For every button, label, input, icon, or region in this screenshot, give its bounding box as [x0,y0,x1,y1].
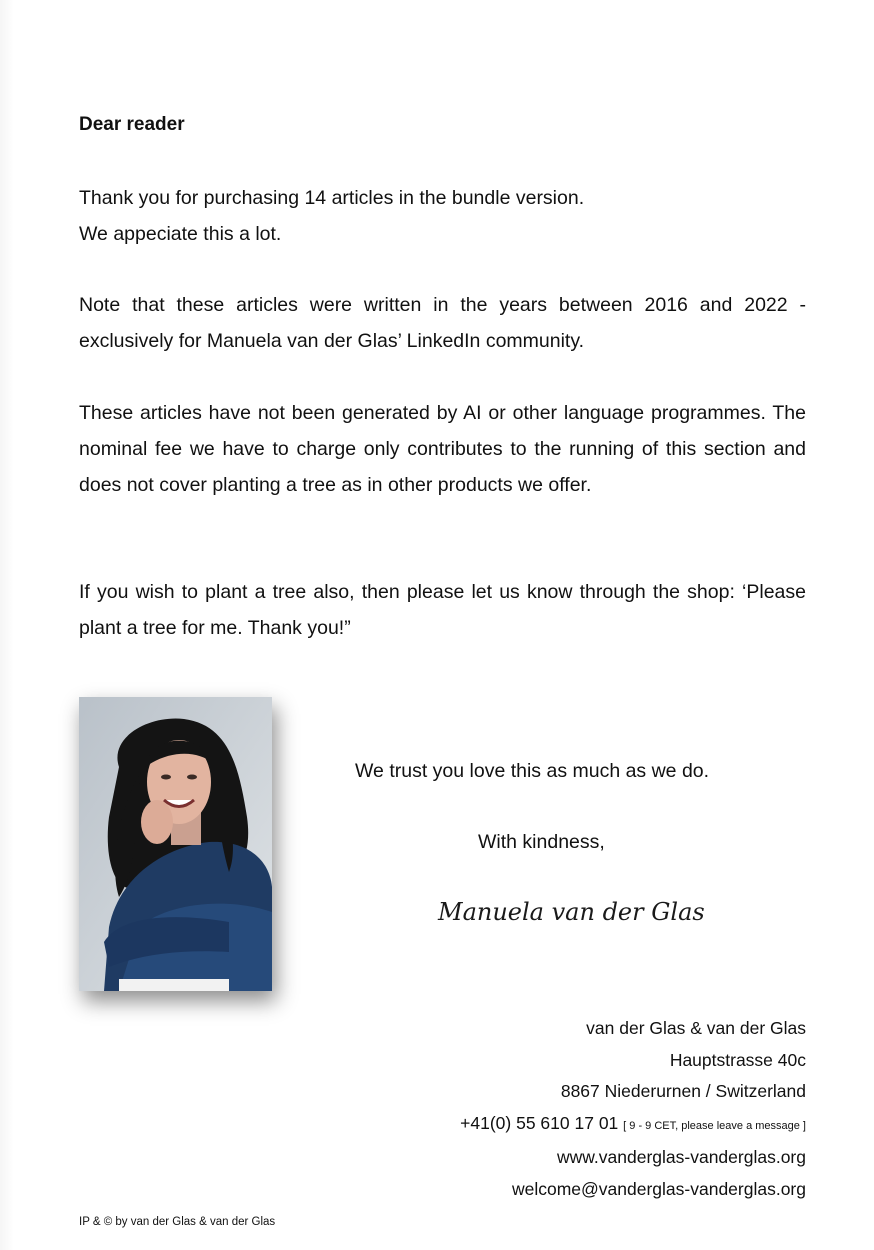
contact-address [460,1013,806,1205]
author-portrait [79,697,272,991]
email-link[interactable]: welcome@vanderglas-vanderglas.org [511,1178,806,1199]
company-name: van der Glas & van der Glas [586,1018,806,1038]
paragraph-note: Note that these articles were written in the years between 2016 and 2022 - exclusively for Manuela van der Glas’ LinkedIn community. [79,294,806,352]
website-link[interactable]: www.vanderglas-vanderglas.org [556,1147,806,1167]
paragraph-plant-tree: If you wish to plant a tree also, then please let us know through the shop: ‘Please plant a tree for me. Thank you!” [79,581,806,639]
greeting-heading: Dear reader [79,114,185,135]
closing-trust: We trust you love this as much as we do. [355,760,710,782]
page-edge-shade [0,0,14,1250]
street-address: Hauptstrasse 40c [669,1049,806,1070]
phone-hours: [ 9 - 9 CET, please leave a message ] [623,1119,806,1132]
phone-line [460,1108,806,1143]
phone-number: +41(0) 55 610 17 01 [460,1112,619,1133]
thanks-line: Thank you for purchasing 14 articles in the bundle version. [79,187,585,209]
signature: Manuela van der Glas [438,898,705,926]
appreciate-line: We appeciate this a lot. [79,223,282,245]
paragraph-thanks [79,180,806,252]
paragraph-ai: These articles have not been generated by AI or other language programmes. The nominal fee we have to charge only contributes to the running of this section and does not cover planting a tree as in other products we offer. [79,402,806,496]
city-country: 8867 Niederurnen / Switzerland [560,1081,806,1101]
copyright-footer: IP & © by van der Glas & van der Glas [79,1216,276,1228]
closing-kindness: With kindness, [478,831,605,853]
